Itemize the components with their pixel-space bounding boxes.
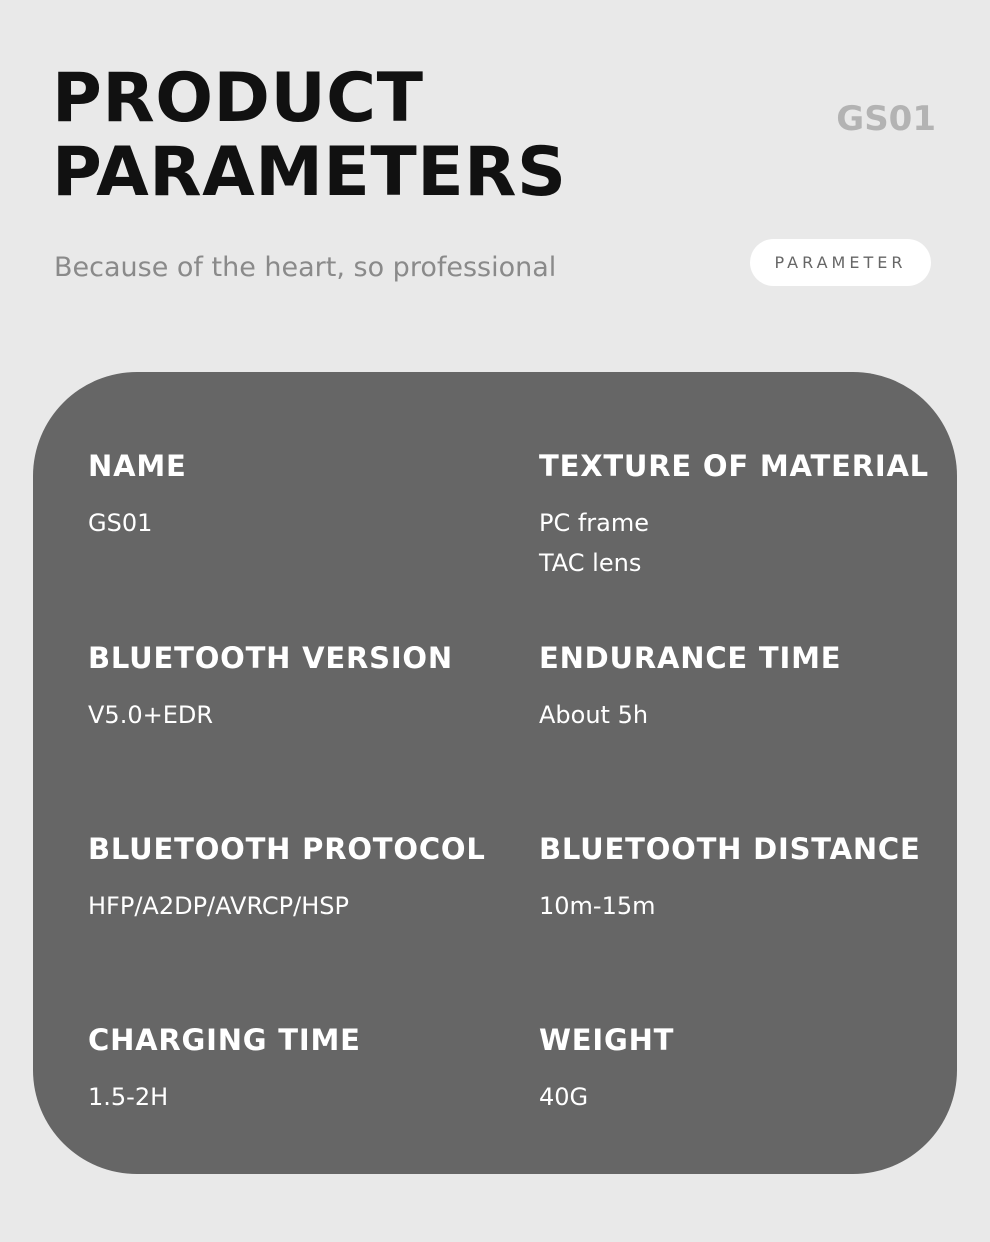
param-label: ENDURANCE TIME (539, 641, 842, 675)
param-label: CHARGING TIME (88, 1023, 361, 1057)
param-label: BLUETOOTH VERSION (88, 641, 453, 675)
param-values (88, 886, 486, 926)
param-values (539, 503, 929, 583)
param-bluetooth-version (88, 641, 453, 735)
param-label: TEXTURE OF MATERIAL (539, 449, 929, 483)
param-value: 40G (539, 1083, 589, 1111)
page-title (52, 59, 567, 212)
param-label: WEIGHT (539, 1023, 675, 1057)
param-value: V5.0+EDR (88, 701, 214, 729)
param-label: BLUETOOTH PROTOCOL (88, 832, 486, 866)
param-texture-of-material (539, 449, 929, 583)
page-title-line-1: PRODUCT (52, 59, 424, 138)
param-name (88, 449, 187, 543)
param-weight (539, 1023, 674, 1117)
param-values (88, 695, 453, 735)
parameter-badge: PARAMETER (750, 239, 931, 286)
param-values (88, 1077, 361, 1117)
model-code: GS01 (836, 99, 936, 139)
subtitle: Because of the heart, so professional (54, 252, 557, 283)
parameters-card (33, 372, 957, 1174)
param-charging-time (88, 1023, 361, 1117)
param-bluetooth-protocol (88, 832, 486, 926)
param-values (539, 1077, 674, 1117)
param-endurance-time (539, 641, 841, 735)
param-value: TAC lens (539, 549, 642, 577)
param-value: PC frame (539, 509, 650, 537)
param-values (88, 503, 187, 543)
param-label: BLUETOOTH DISTANCE (539, 832, 921, 866)
param-value: 1.5-2H (88, 1083, 169, 1111)
param-value: About 5h (539, 701, 649, 729)
param-value: GS01 (88, 509, 153, 537)
param-label: NAME (88, 449, 187, 483)
param-value: HFP/A2DP/AVRCP/HSP (88, 892, 349, 920)
param-values (539, 886, 921, 926)
param-value: 10m-15m (539, 892, 656, 920)
page-title-line-2: PARAMETERS (52, 133, 567, 212)
param-values (539, 695, 841, 735)
param-bluetooth-distance (539, 832, 921, 926)
